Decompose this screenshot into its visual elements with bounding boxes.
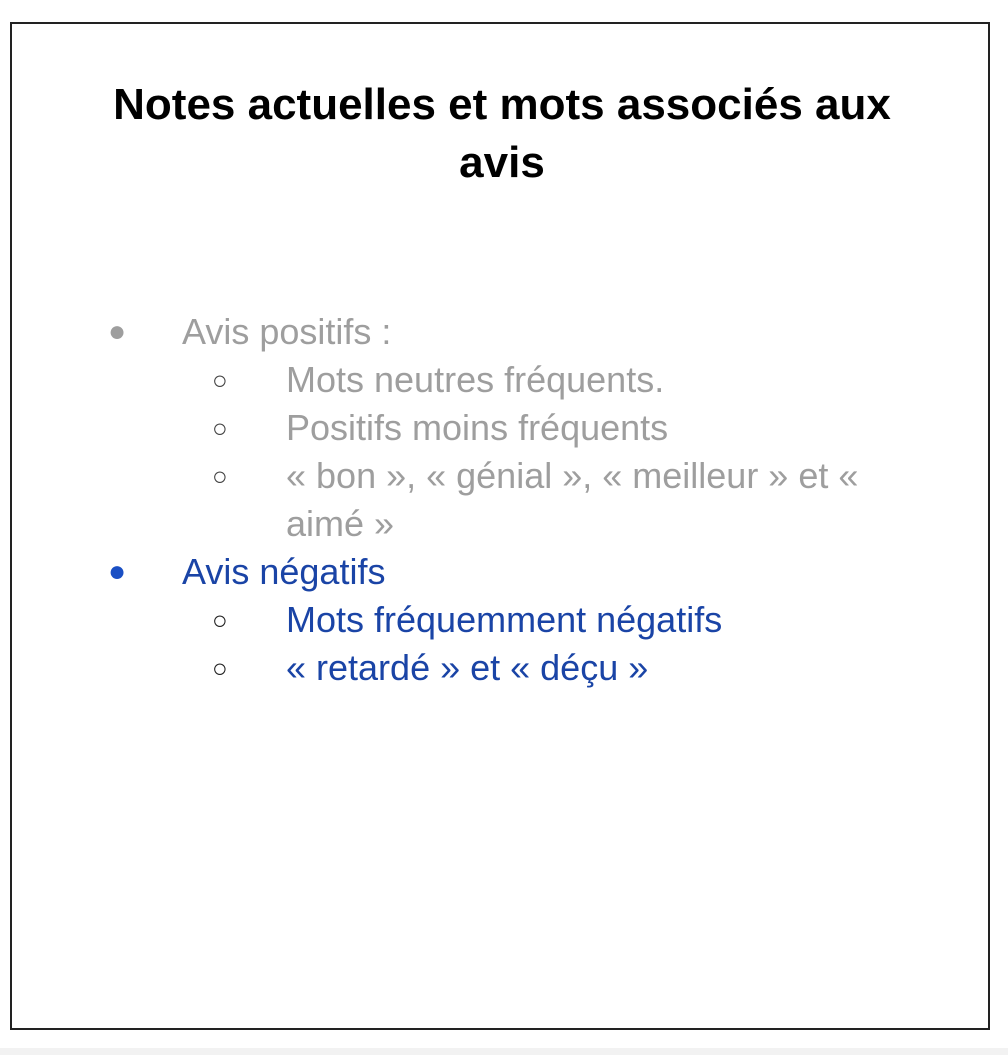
positive-item-3: « bon », « génial », « meilleur » et « aimé » (286, 455, 859, 544)
positive-item-2: Positifs moins fréquents (286, 407, 669, 448)
sub-bullet-positive-2 (12, 404, 906, 452)
bullet-list (12, 308, 972, 692)
positive-heading: Avis positifs : (182, 311, 392, 352)
bullet-negative-reviews (12, 548, 972, 596)
sub-bullet-negative-1 (12, 596, 906, 644)
negative-heading: Avis négatifs (182, 551, 386, 592)
filled-disc-icon: ● (108, 315, 127, 348)
hollow-circle-icon: ○ (212, 365, 228, 395)
sub-bullet-negative-2 (12, 644, 906, 692)
sub-bullet-positive-3 (12, 452, 906, 548)
slide-title: Notes actuelles et mots associés aux avis (113, 80, 891, 187)
positive-item-1: Mots neutres fréquents. (286, 359, 665, 400)
negative-item-2: « retardé » et « déçu » (286, 647, 649, 688)
slide (10, 22, 990, 1030)
filled-disc-icon: ● (108, 555, 127, 588)
page-bottom-strip (0, 1048, 1008, 1055)
hollow-circle-icon: ○ (212, 413, 228, 443)
hollow-circle-icon: ○ (212, 605, 228, 635)
hollow-circle-icon: ○ (212, 461, 228, 491)
bullet-positive-reviews (12, 308, 972, 356)
hollow-circle-icon: ○ (212, 653, 228, 683)
sub-bullet-positive-1 (12, 356, 906, 404)
negative-item-1: Mots fréquemment négatifs (286, 599, 723, 640)
